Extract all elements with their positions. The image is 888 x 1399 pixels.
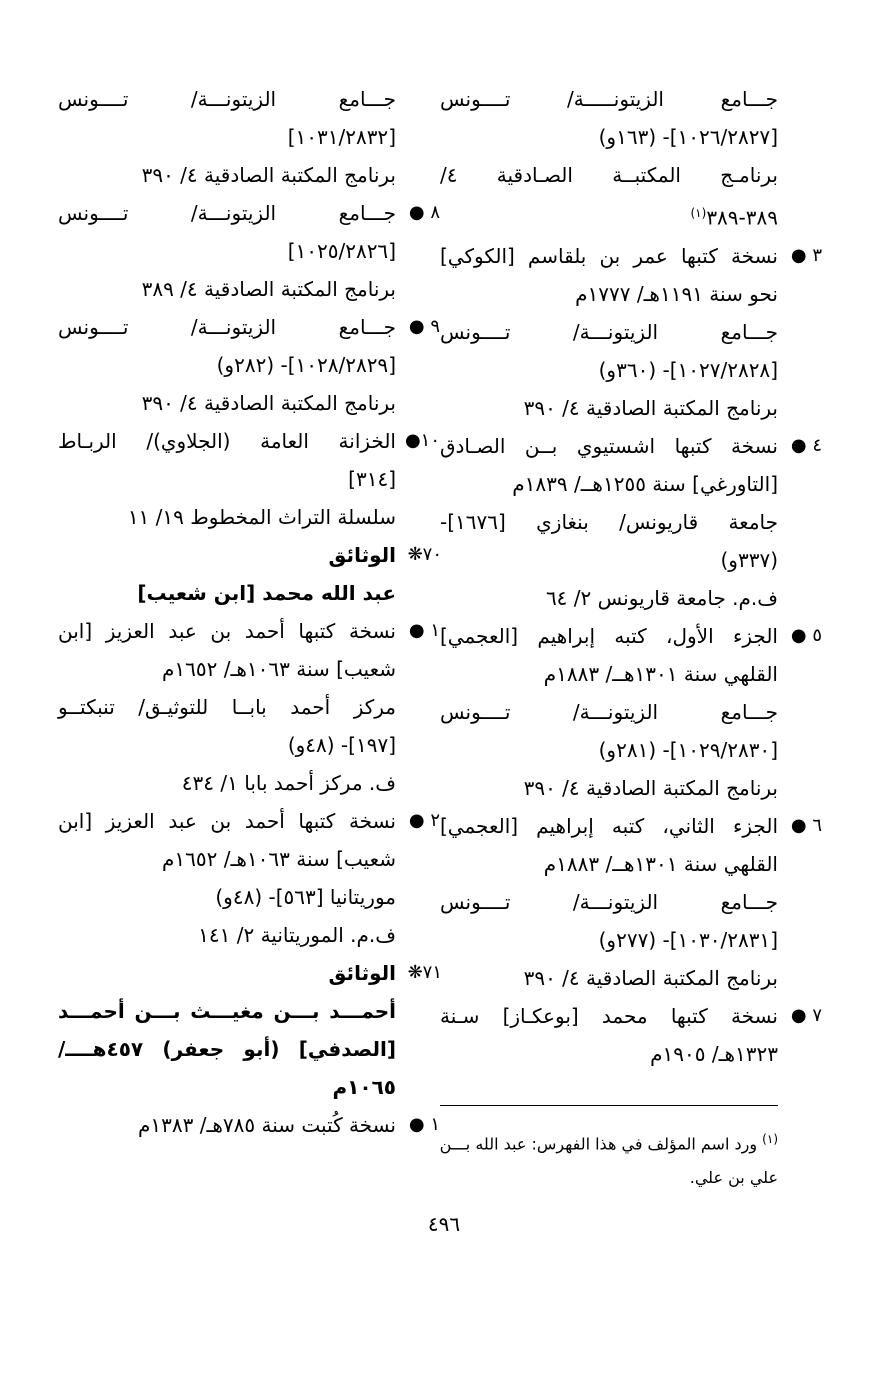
footnote-text: ورد اسم المؤلف في هذا الفهرس: عبد الله بـــن bbox=[439, 1134, 758, 1154]
entry-number: ٧ ● bbox=[790, 1004, 822, 1026]
entry-line: جـــامع الزيتونـــة/ تــــونس bbox=[58, 315, 396, 339]
footnote-divider bbox=[440, 1105, 778, 1106]
entry-number: ٢ ● bbox=[408, 810, 440, 831]
entry-continued bbox=[440, 80, 778, 237]
entry-number: ١ ● bbox=[408, 1114, 440, 1135]
entry-number: ٩ ● bbox=[408, 316, 440, 337]
entry-line: نسخة كُتبت سنة ٧٨٥هـ/ ١٣٨٣م bbox=[138, 1113, 396, 1137]
entry-line: جامعة قاريونس/ بنغازي [١٦٧٦]- bbox=[440, 509, 778, 534]
entry-4 bbox=[440, 427, 822, 617]
entry-line: [١٠٢٦/٢٨٢٧]- (١٦٣و) bbox=[598, 125, 778, 149]
entry-line: نسخة كتبها أحمد بن عبد العزيز [ابن bbox=[58, 619, 396, 643]
entry-8 bbox=[58, 194, 440, 308]
entry-line: جـــامع الزيتونـــــة/ تــــونس bbox=[440, 87, 778, 111]
entry-7 bbox=[440, 997, 822, 1073]
entry-70-2 bbox=[58, 802, 440, 954]
left-column bbox=[58, 80, 442, 1144]
page-number: ٤٩٦ bbox=[427, 1212, 461, 1236]
entry-line: الجزء الأول، كتبه إبراهيم [العجمي] bbox=[440, 623, 778, 648]
footnote-ref: (١) bbox=[690, 206, 707, 220]
entry-number: ٤ ● bbox=[790, 434, 822, 456]
section-70-heading bbox=[58, 536, 442, 574]
entry-line: [١٠٢٩/٢٨٣٠]- (٢٨١و) bbox=[598, 737, 778, 762]
entry-line: ف.م. الموريتانية ٢/ ١٤١ bbox=[198, 923, 396, 947]
entry-number: ٦ ● bbox=[790, 814, 822, 836]
right-column bbox=[440, 80, 822, 1073]
entry-line: الجزء الثاني، كتبه إبراهيم [العجمي] bbox=[440, 813, 778, 838]
entry-line: [٣١٤] bbox=[348, 467, 396, 491]
entry-line: شعيب] سنة ١٠٦٣هـ/ ١٦٥٢م bbox=[162, 847, 396, 871]
entry-line: مركز أحمد بابــا للتوثيـق/ تنبكتــو bbox=[58, 695, 396, 719]
entry-3 bbox=[440, 237, 822, 427]
entry-number: ١٠● bbox=[404, 430, 440, 451]
section-title: الوثائق bbox=[328, 543, 396, 567]
entry-number: ٥ ● bbox=[790, 624, 822, 646]
entry-line: القلهي سنة ١٣٠١هــ/ ١٨٨٣م bbox=[543, 851, 778, 876]
entry-line: نسخة كتبها اشستيوي بــن الصـادق bbox=[440, 433, 778, 458]
entry-line: سلسلة التراث المخطوط ١٩/ ١١ bbox=[127, 505, 396, 529]
footnote-marker: (١) bbox=[762, 1132, 778, 1146]
section-author: ١٠٦٥م bbox=[332, 1075, 396, 1099]
section-title: الوثائق bbox=[328, 961, 396, 985]
entry-line: [١٠٣١/٢٨٣٢] bbox=[287, 125, 396, 149]
entry-line: [التاورغي] سنة ١٢٥٥هــ/ ١٨٣٩م bbox=[512, 471, 778, 496]
entry-line: نسخة كتبها عمر بن بلقاسم [الكوكي] bbox=[440, 243, 778, 268]
entry-number: ٨ ● bbox=[408, 202, 440, 223]
section-author: عبد الله محمد [ابن شعيب] bbox=[137, 581, 396, 605]
entry-71-1 bbox=[58, 1106, 440, 1144]
entry-line: [١٩٧]- (٤٨و) bbox=[287, 733, 396, 757]
entry-line: الخزانة العامة (الجلاوي)/ الربـاط bbox=[58, 429, 396, 453]
entry-line: ف. مركز أحمد بابا ١/ ٤٣٤ bbox=[181, 771, 396, 795]
entry-line: برنامـج المكتبــة الصـادقية ٤/ bbox=[440, 163, 778, 187]
entry-line bbox=[440, 194, 778, 237]
entry-line: برنامج المكتبة الصادقية ٤/ ٣٩٠ bbox=[141, 391, 396, 415]
entry-6 bbox=[440, 807, 822, 997]
entry-line: برنامج المكتبة الصادقية ٤/ ٣٩٠ bbox=[523, 395, 778, 420]
entry-9 bbox=[58, 308, 440, 422]
entry-line: برنامج المكتبة الصادقية ٤/ ٣٨٩ bbox=[141, 277, 396, 301]
entry-line: [١٠٢٧/٢٨٢٨]- (٣٦٠و) bbox=[598, 357, 778, 382]
entry-line: [١٠٣٠/٢٨٣١]- (٢٧٧و) bbox=[598, 927, 778, 952]
entry-line: جـــامع الزيتونـــة/ تــــونس bbox=[58, 201, 396, 225]
entry-continued bbox=[58, 80, 396, 194]
entry-line: جـــامع الزيتونـــة/ تــــونس bbox=[440, 889, 778, 914]
entry-line: نسخة كتبها أحمد بن عبد العزيز [ابن bbox=[58, 809, 396, 833]
entry-line: شعيب] سنة ١٠٦٣هـ/ ١٦٥٢م bbox=[162, 657, 396, 681]
entry-line: موريتانيا [٥٦٣]- (٤٨و) bbox=[215, 885, 396, 909]
section-author: أحمـــد بـــن مغيـــث بـــن أحمـــد bbox=[58, 999, 396, 1023]
entry-number: ١ ● bbox=[408, 620, 440, 641]
entry-line: جـــامع الزيتونـــة/ تــــونس bbox=[440, 319, 778, 344]
entry-line: نحو سنة ١١٩١هـ/ ١٧٧٧م bbox=[575, 281, 778, 306]
entry-line: القلهي سنة ١٣٠١هــ/ ١٨٨٣م bbox=[543, 661, 778, 686]
footnote-line: علي بن علي. bbox=[689, 1168, 778, 1188]
entry-line: [١٠٢٥/٢٨٢٦] bbox=[287, 239, 396, 263]
entry-line: (٣٣٧و) bbox=[720, 547, 778, 572]
entry-line: [١٠٢٨/٢٨٢٩]- (٢٨٢و) bbox=[216, 353, 396, 377]
section-number: ٧١❋ bbox=[407, 962, 442, 983]
entry-line-text: ٣٨٩-٣٨٩ bbox=[706, 205, 778, 230]
entry-line: جـــامع الزيتونـــة/ تــــونس bbox=[58, 87, 396, 111]
section-number: ٧٠❋ bbox=[407, 544, 442, 565]
section-71-heading bbox=[58, 954, 442, 992]
entry-line: برنامج المكتبة الصادقية ٤/ ٣٩٠ bbox=[141, 163, 396, 187]
entry-70-1 bbox=[58, 612, 440, 802]
entry-number: ٣ ● bbox=[790, 244, 822, 266]
entry-line: ف.م. جامعة قاريونس ٢/ ٦٤ bbox=[545, 585, 778, 610]
footnote-line bbox=[440, 1122, 778, 1161]
entry-line: برنامج المكتبة الصادقية ٤/ ٣٩٠ bbox=[523, 965, 778, 990]
entry-line: جـــامع الزيتونـــة/ تــــونس bbox=[440, 699, 778, 724]
entry-5 bbox=[440, 617, 822, 807]
entry-line: برنامج المكتبة الصادقية ٤/ ٣٩٠ bbox=[523, 775, 778, 800]
footnote bbox=[440, 1122, 778, 1195]
entry-line: نسخة كتبها محمد [بوعكـاز] سـنة bbox=[440, 1003, 778, 1028]
entry-line: ١٣٢٣هـ/ ١٩٠٥م bbox=[650, 1041, 778, 1066]
entry-10 bbox=[58, 422, 440, 536]
section-author: [الصدفي] (أبو جعفر) ٤٥٧هــــ/ bbox=[58, 1037, 396, 1061]
